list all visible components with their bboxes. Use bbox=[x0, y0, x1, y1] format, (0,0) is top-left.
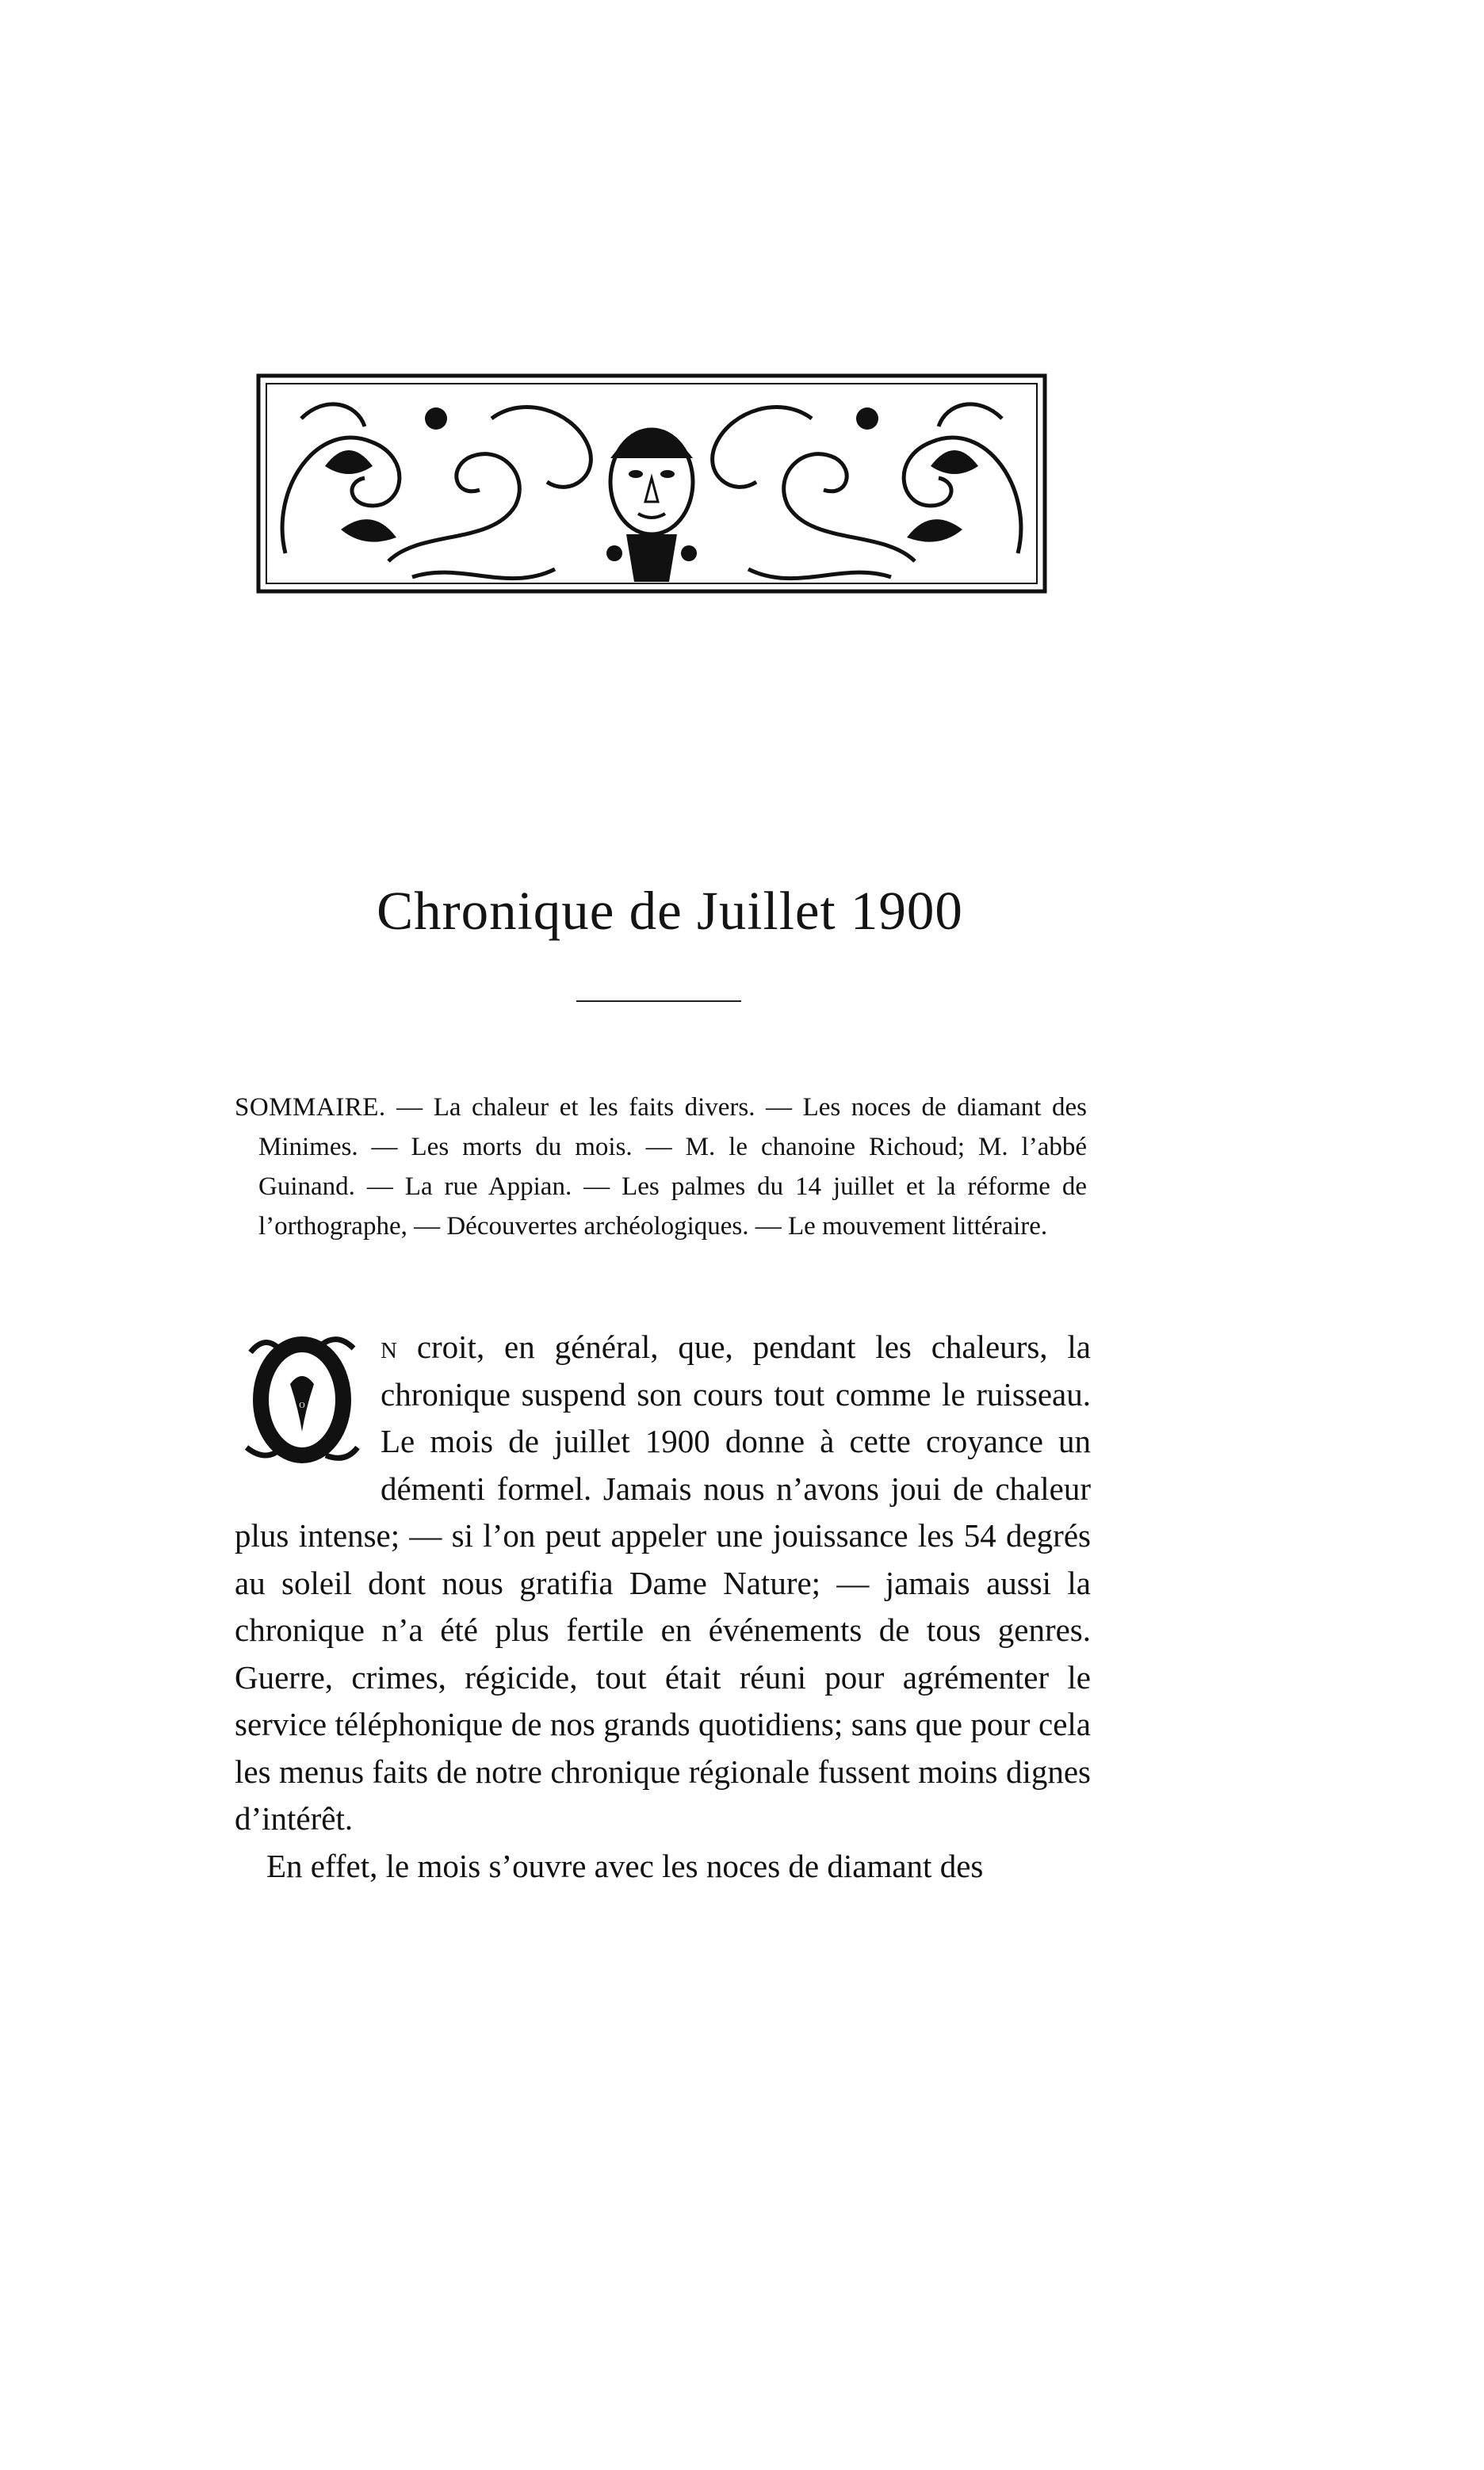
first-word: n bbox=[381, 1329, 397, 1365]
body-text bbox=[235, 1324, 1091, 1890]
paragraph-2: En effet, le mois s’ouvre avec les noces de diamant des bbox=[266, 1847, 984, 1884]
decorative-headpiece bbox=[254, 371, 1050, 606]
summary-paragraph bbox=[235, 1088, 1087, 1246]
dropcap-letter: O bbox=[299, 1401, 305, 1410]
page-title: Chronique de Juillet 1900 bbox=[377, 881, 963, 941]
summary-text: — La chaleur et les faits divers. — Les noces de diamant des Minimes. — Les morts du mois. — M. le chanoine Richoud; M. l’abbé Guinand. — La rue Appian. — Les palmes du 14 juillet et la réforme de l’orthographe, — Découvertes archéologiques. — Le mouvement littéraire. bbox=[258, 1093, 1087, 1241]
dropcap-o-icon bbox=[235, 1329, 369, 1470]
dropcap bbox=[235, 1329, 369, 1470]
summary-label: SOMMAIRE. bbox=[235, 1093, 386, 1122]
paragraph-1 bbox=[235, 1324, 1091, 1843]
title-divider bbox=[576, 1000, 741, 1002]
ornament-icon bbox=[254, 371, 1050, 606]
paragraph-1-text: croit, en général, que, pendant les chaleurs, la chronique suspend son cours tout comme le ruisseau. Le mois de juillet 1900 donne à cette croyance un démenti formel. Jamais nous n’avons joui de chaleur plus intense; — si l’on peut appeler une jouissance les 54 degrés au soleil dont nous gratifia Dame Nature; — jamais aussi la chronique n’a été plus fertile en événements de tous genres. Guerre, crimes, régicide, tout était réuni pour agrémenter le service téléphonique de nos grands quotidiens; sans que pour cela les menus faits de notre chronique régionale fussent moins dignes d’intérêt. bbox=[235, 1329, 1091, 1837]
